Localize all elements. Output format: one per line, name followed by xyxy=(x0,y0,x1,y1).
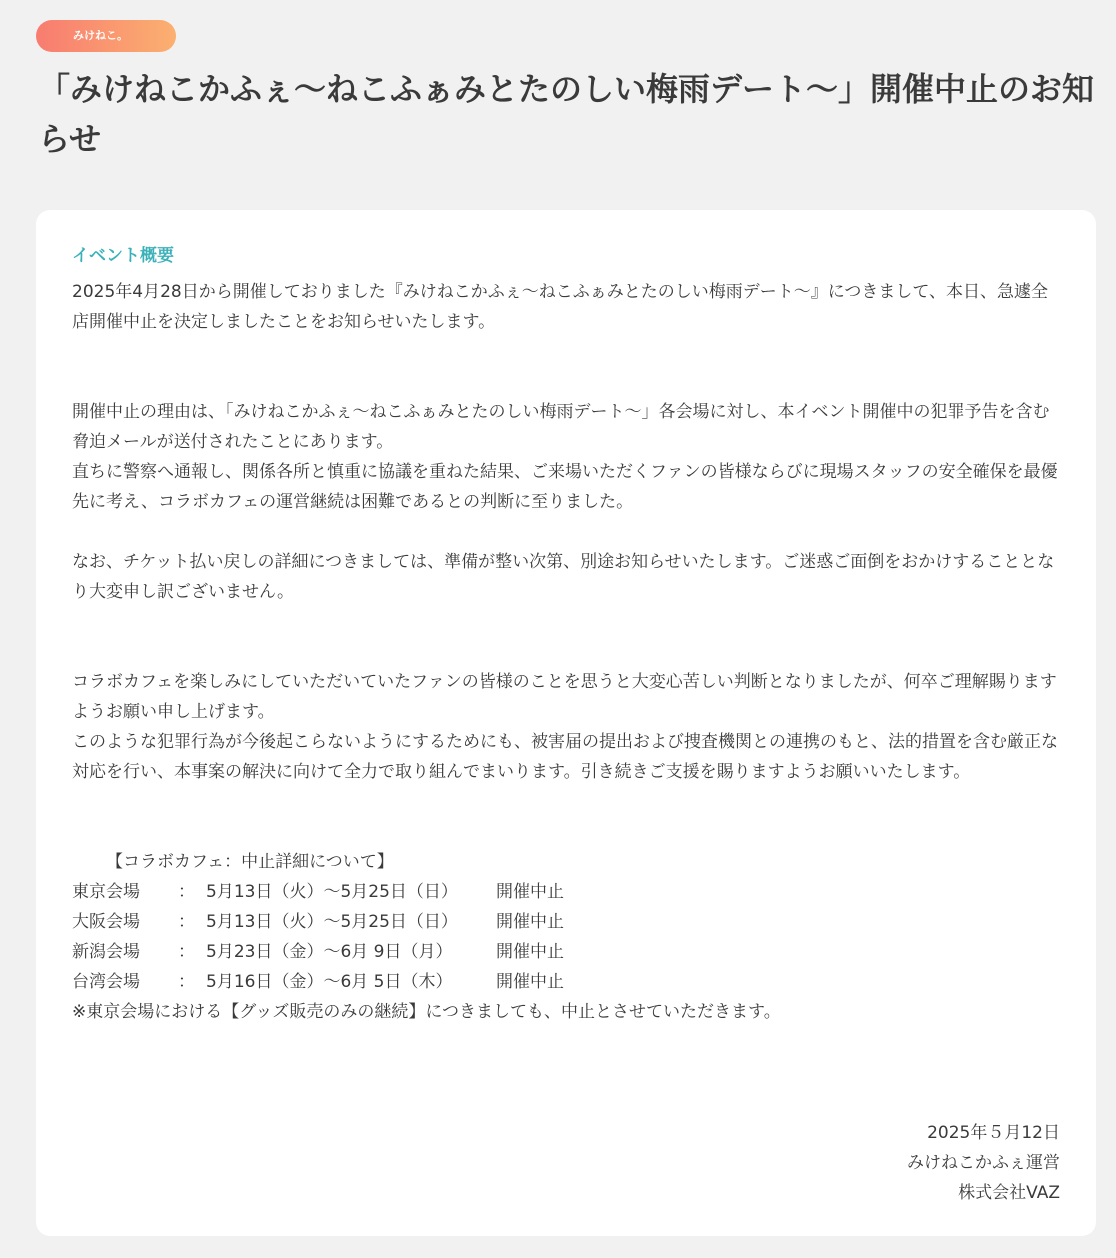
schedule-dates: 5月13日（火）〜5月25日（日） xyxy=(206,882,458,902)
paragraph-announcement: 2025年4月28日から開催しておりました『みけねこかふぇ〜ねこふぁみとたのしい梅雨デート〜』につきまして、本日、急遽全店開催中止を決定しましたことをお知らせいたします。 xyxy=(72,282,1049,332)
article-body xyxy=(72,277,1062,1027)
schedule-venue: 東京会場 xyxy=(72,882,140,902)
signature-block xyxy=(907,1118,1060,1208)
schedule-status: 開催中止 xyxy=(496,882,564,902)
paragraph-legal-action: このような犯罪行為が今後起こらないようにするためにも、被害届の提出および捜査機関との連携のもと、法的措置を含む厳正な対応を行い、本事案の解決に向けて全力で取り組んでまいります。引き続きご支援を賜りますようお願いいたします。 xyxy=(72,732,1058,782)
category-tag[interactable] xyxy=(36,20,176,52)
article-card xyxy=(36,210,1096,1236)
schedule-heading: 【コラボカフェ：中止詳細について】 xyxy=(106,852,394,872)
schedule-separator: ： xyxy=(178,882,195,902)
schedule-separator: ： xyxy=(178,912,195,932)
paragraph-apology: コラボカフェを楽しみにしていただいていたファンの皆様のことを思うと大変心苦しい判断となりましたが、何卒ご理解賜りますようお願い申し上げます。 xyxy=(72,672,1057,722)
schedule-status: 開催中止 xyxy=(496,912,564,932)
section-heading: イベント概要 xyxy=(72,246,174,266)
schedule-separator: ： xyxy=(178,972,195,992)
schedule-dates: 5月13日（火）〜5月25日（日） xyxy=(206,912,458,932)
schedule-venue: 大阪会場 xyxy=(72,912,140,932)
schedule-venue: 台湾会場 xyxy=(72,972,140,992)
schedule-row xyxy=(72,907,1062,937)
category-tag-label: みけねこ。 xyxy=(73,29,128,42)
schedule-row xyxy=(72,877,1062,907)
schedule-separator: ： xyxy=(178,942,195,962)
paragraph-reason: 開催中止の理由は、「みけねこかふぇ〜ねこふぁみとたのしい梅雨デート〜」各会場に対し、本イベント開催中の犯罪予告を含む脅迫メールが送付されたことにあります。 xyxy=(72,402,1050,452)
page-title: 「みけねこかふぇ〜ねこふぁみとたのしい梅雨デート〜」開催中止のお知らせ xyxy=(38,70,1095,158)
paragraph-refund: なお、チケット払い戻しの詳細につきましては、準備が整い次第、別途お知らせいたします。ご迷惑ご面倒をおかけすることとなり大変申し訳ございません。 xyxy=(72,552,1055,602)
schedule-status: 開催中止 xyxy=(496,972,564,992)
schedule-section xyxy=(72,847,1062,1027)
schedule-status: 開催中止 xyxy=(496,942,564,962)
signature-organization: みけねこかふぇ運営 xyxy=(907,1153,1060,1173)
schedule-dates: 5月23日（金）〜6月 9日（月） xyxy=(206,942,453,962)
schedule-row xyxy=(72,937,1062,967)
schedule-note: ※東京会場における【グッズ販売のみの継続】につきましても、中止とさせていただきます。 xyxy=(72,1002,781,1022)
signature-company: 株式会社VAZ xyxy=(958,1183,1060,1203)
paragraph-decision: 直ちに警察へ通報し、関係各所と慎重に協議を重ねた結果、ご来場いただくファンの皆様ならびに現場スタッフの安全確保を最優先に考え、コラボカフェの運営継続は困難であるとの判断に至りました。 xyxy=(72,462,1058,512)
schedule-venue: 新潟会場 xyxy=(72,942,140,962)
schedule-dates: 5月16日（金）〜6月 5日（木） xyxy=(206,972,453,992)
signature-date: 2025年５月12日 xyxy=(927,1123,1060,1143)
schedule-row xyxy=(72,967,1062,997)
